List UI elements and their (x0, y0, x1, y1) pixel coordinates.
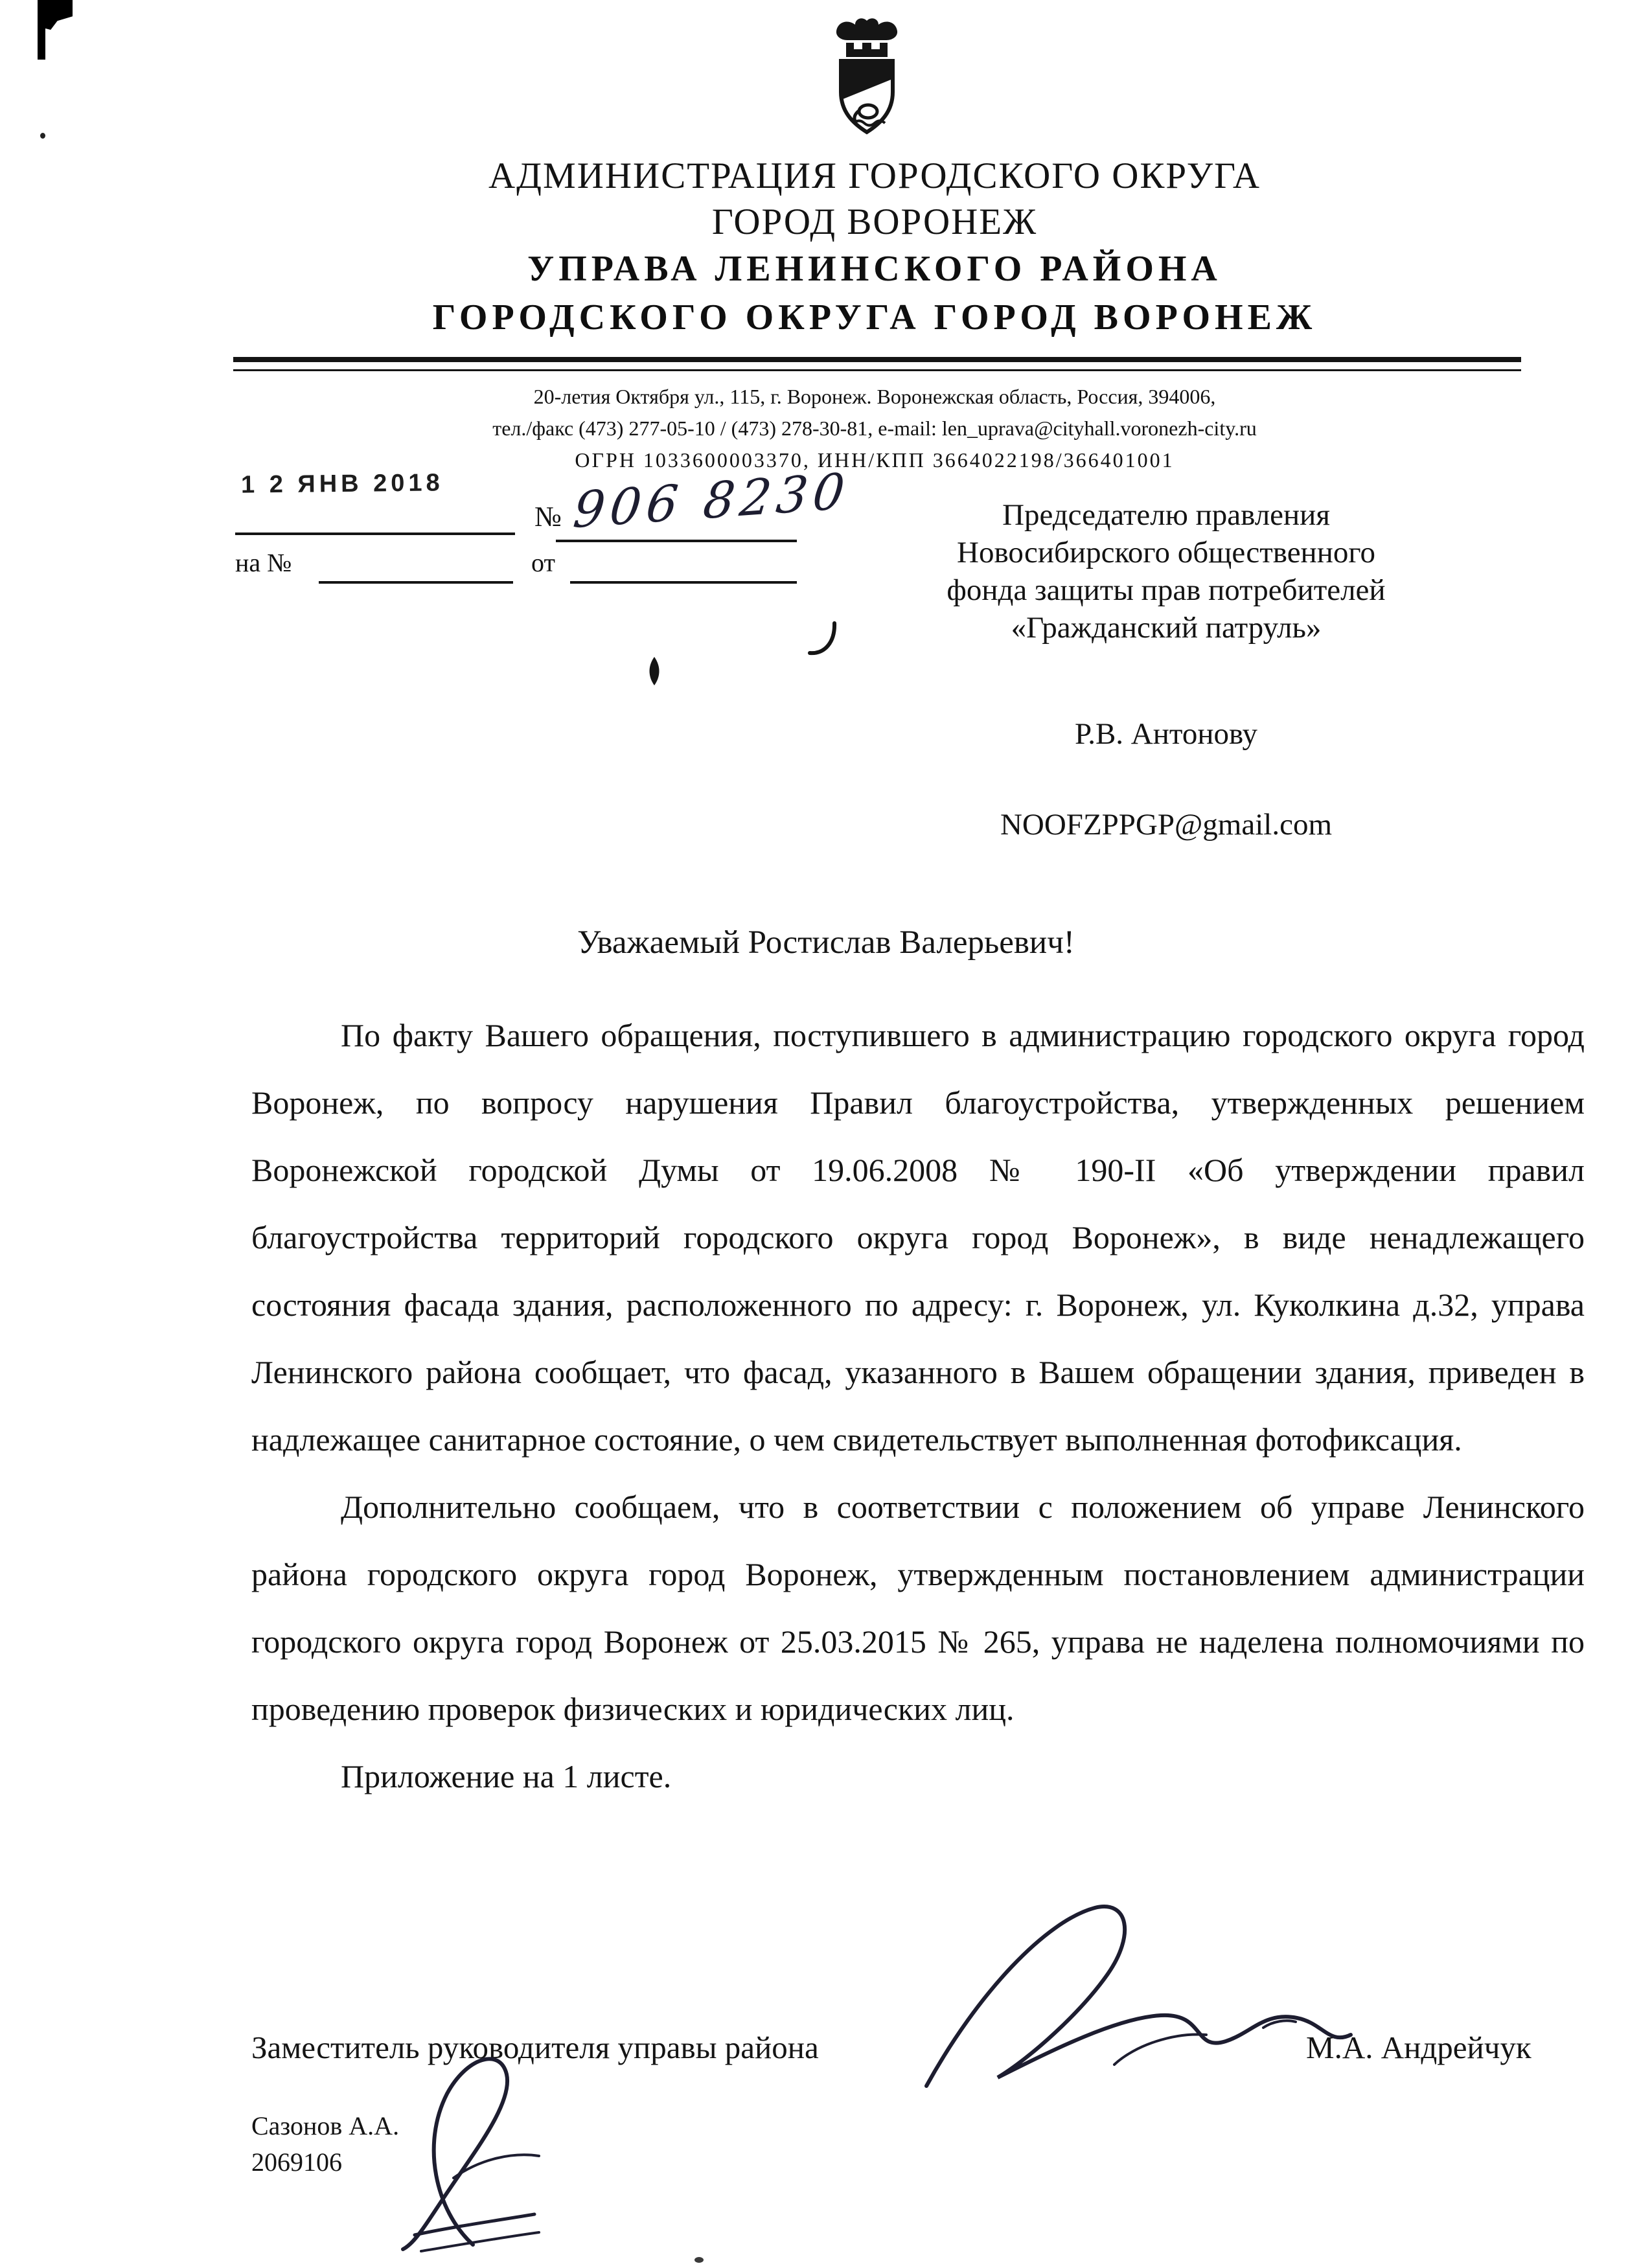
addressee-block (875, 496, 1458, 647)
reference-ot-label: от (531, 548, 555, 577)
voronezh-coat-of-arms-icon (821, 14, 912, 144)
body-paragraph-2: Дополнительно сообщаем, что в соответствии с положением об управе Ленинского района городского округа город Воронеж, утвержденным постановлением администрации городского округа город Воронеж от 25.03.2015 № 265, управа не наделена полномочиями по проведению проверок физических и юридических лиц. (251, 1489, 1585, 1727)
signature-andreychuk (901, 1895, 1360, 2112)
signer-name: М.А. Андрейчук (1306, 2030, 1532, 2065)
org-name-line1: АДМИНИСТРАЦИЯ ГОРОДСКОГО ОКРУГА (488, 155, 1261, 196)
org-name-line2: ГОРОД ВОРОНЕЖ (711, 201, 1038, 242)
scan-artifact-speck (694, 2257, 704, 2263)
scan-artifact-stem (38, 0, 45, 60)
salutation: Уважаемый Ростислав Валерьевич! (577, 924, 1075, 961)
reference-na-label: на № (235, 548, 292, 577)
addressee-line4: «Гражданский патруль» (1011, 611, 1322, 645)
addressee-name: Р.В. Антонову (1074, 717, 1258, 751)
org-name-line4: ГОРОДСКОГО ОКРУГА ГОРОД ВОРОНЕЖ (432, 297, 1317, 338)
executor-phone: 2069106 (251, 2148, 342, 2177)
org-address: 20-летия Октября ул., 115, г. Воронеж. Воронежская область, Россия, 394006, (533, 385, 1216, 408)
executor-name: Сазонов А.А. (251, 2111, 400, 2140)
addressee-line3: фонда защиты прав потребителей (946, 573, 1386, 607)
pen-mark-curl (805, 621, 838, 664)
scan-artifact-dot (40, 133, 45, 139)
signer-position: Заместитель руководителя управы района (251, 2030, 819, 2065)
org-name-line3: УПРАВА ЛЕНИНСКОГО РАЙОНА (527, 249, 1222, 289)
handwritten-outgoing-number: 906 8230 (570, 461, 853, 540)
date-underline (235, 533, 515, 535)
letterhead (97, 153, 1652, 342)
pen-mark-teardrop (645, 656, 664, 691)
number-sign-label: № (534, 501, 562, 533)
addressee-line1: Председателю правления (1002, 498, 1330, 532)
addressee-email: NOOFZPPGP@gmail.com (1000, 808, 1333, 842)
signature-executor (376, 2041, 577, 2261)
letterhead-contacts (97, 381, 1652, 476)
incoming-date-stamp: 1 2 ЯНВ 2018 (240, 469, 444, 499)
body-paragraph-1: По факту Вашего обращения, поступившего в администрацию городского округа город Воронеж, по вопросу нарушения Правил благоустройства, утвержденных решением Воронежской городской Думы от 19.06.2008 № 190-II «Об утверждении правил благоустройства территорий городского округа город Воронеж», в виде ненадлежащего состояния фасада здания, расположенного по адресу: г. Воронеж, ул. Куколкина д.32, управа Ленинского района сообщает, что фасад, указанного в Вашем обращении здания, приведен в надлежащее санитарное состояние, о чем свидетельствует выполненная фотофиксация. (251, 1017, 1585, 1458)
reference-ot-underline (570, 581, 797, 584)
org-ogrn-inn: ОГРН 1033600003370, ИНН/КПП 3664022198/366401001 (575, 448, 1175, 472)
attachment-note: Приложение на 1 листе. (341, 1758, 672, 1794)
reference-na-underline (319, 581, 513, 584)
letterhead-divider (233, 357, 1521, 371)
addressee-line2: Новосибирского общественного (957, 536, 1375, 569)
letter-body (251, 1002, 1585, 1810)
number-underline (556, 540, 797, 542)
org-phone-email: тел./факс (473) 277-05-10 / (473) 278-30-81, e-mail: len_uprava@cityhall.voronezh-city.ru (492, 417, 1257, 440)
